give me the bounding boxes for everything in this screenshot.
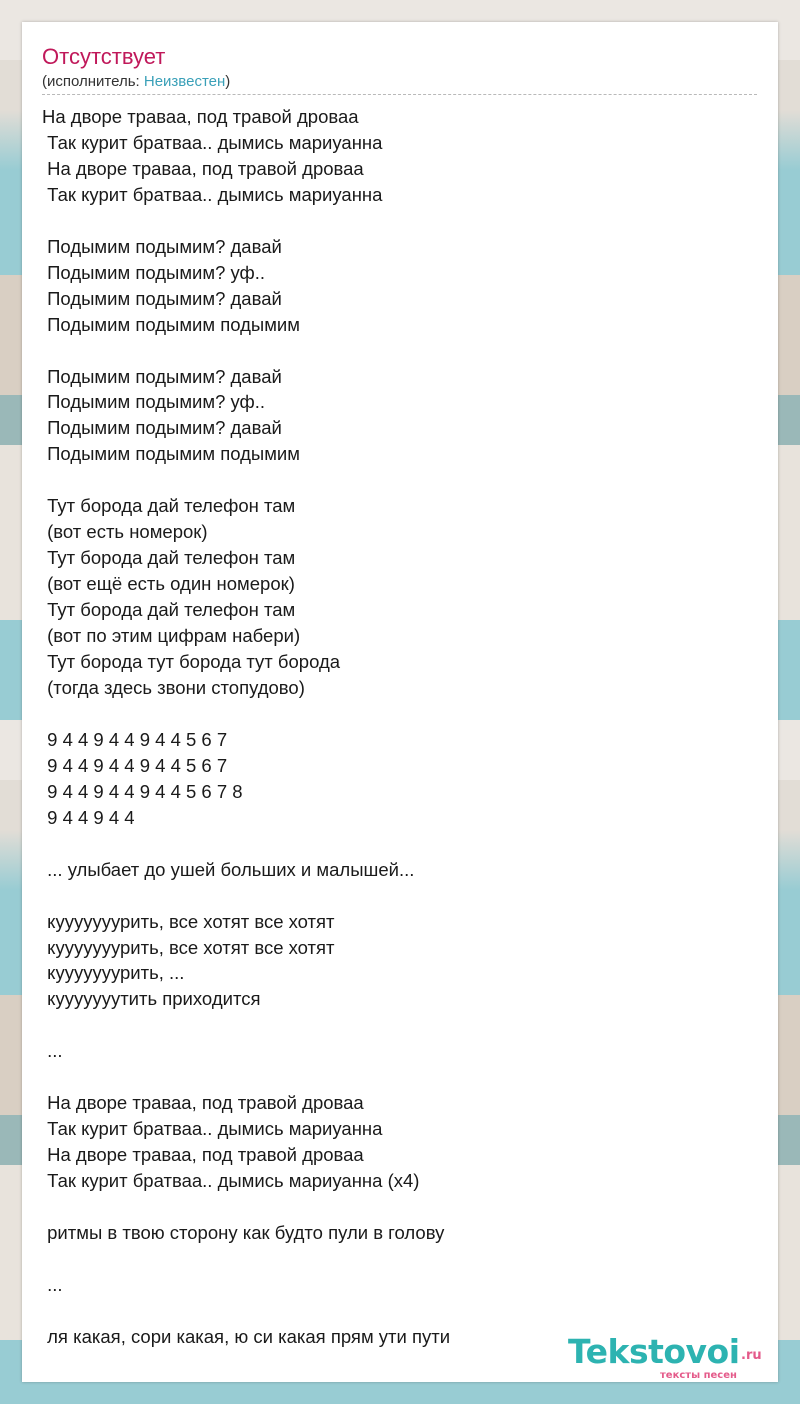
site-logo[interactable]	[568, 1332, 778, 1382]
performer-line	[42, 72, 757, 95]
lyrics-card	[22, 22, 778, 1382]
lyrics-text: На дворе траваа, под травой дроваа Так курит братваа.. дымись мариуанна На дворе траваа, под травой дроваа Так курит братваа.. дымись мариуанна Подымим подымим? давай Подымим подымим? уф.. Подымим подымим? давай Подымим подымим подымим Подымим подымим? давай Подымим подымим? уф.. Подымим подымим? давай Подымим подымим подымим Тут борода дай телефон там (вот есть номерок) Тут борода дай телефон там (вот ещё есть один номерок) Тут борода дай телефон там (вот по этим цифрам набери) Тут борода тут борода тут борода (тогда здесь звони стопудово) 9 4 4 9 4 4 9 4 4 5 6 7 9 4 4 9 4 4 9 4 4 5 6 7 9 4 4 9 4 4 9 4 4 5 6 7 8 9 4 4 9 4 4 ... улыбает до ушей больших и малышей... кууууууурить, все хотят все хотят кууууууурить, все хотят все хотят кууууууурить, ... кууууууутить приходится ... На дворе траваа, под травой дроваа Так курит братваа.. дымись мариуанна На дворе траваа, под травой дроваа Так курит братваа.. дымись мариуанна (x4) ритмы в твою сторону как будто пули в голову ... ля какая, сори какая, ю си какая прям ути пути	[42, 106, 451, 1347]
performer-prefix: (исполнитель:	[42, 73, 144, 90]
logo-tagline: тексты песен	[660, 1370, 737, 1381]
logo-tld: .ru	[741, 1348, 762, 1363]
artist-link[interactable]: Неизвестен	[143, 73, 226, 90]
song-title: Отсутствует	[42, 44, 166, 69]
performer-suffix: )	[225, 73, 231, 90]
logo-wordmark: Tekstovoi	[568, 1332, 740, 1371]
